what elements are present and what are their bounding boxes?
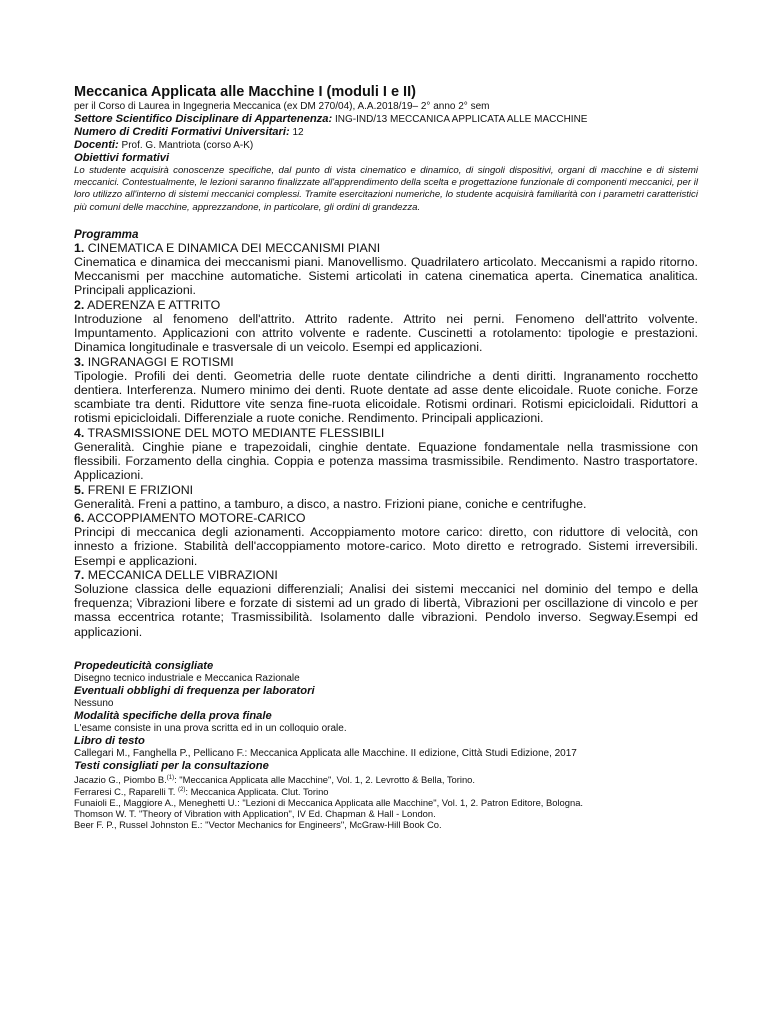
section-number: 6. [74, 510, 85, 525]
section-number: 3. [74, 354, 85, 369]
section-title-text: FRENI E FRIZIONI [84, 482, 194, 497]
course-subtitle: per il Corso di Laurea in Ingegneria Meccanica (ex DM 270/04), A.A.2018/19– 2° anno 2° sem [74, 101, 490, 112]
section-body: Tipologie. Profili dei denti. Geometria delle ruote dentate cilindriche a denti diritti. Ingranamento rocchetto dentiera. Interferenza. Numero minimo dei denti. Ruote dentate ad asse dente elicoidale. Ruote coniche. Forze scambiate tra denti. Riduttore vite senza fine-ruota elicoidale. Rotismi ordinari. Rotismi epicicloidali. Riduttori a rotismi epicicloidali. Differenziale a ruote coniche. Rendimento. Principali applicazioni. [74, 368, 698, 426]
section-number: 2. [74, 297, 85, 312]
testi-heading: Testi consigliati per la consultazione [74, 760, 269, 773]
section-title-text: ADERENZA E ATTRITO [84, 297, 221, 312]
crediti-label: Numero di Crediti Formativi Universitari: [74, 126, 290, 138]
section-number: 5. [74, 482, 85, 497]
section-title [74, 511, 698, 525]
section-body: Cinematica e dinamica dei meccanismi piani. Manovellismo. Quadrilatero articolato. Meccanismi a rapido ritorno. Meccanismi per macchine automatiche. Sistemi articolati in catena cinematica aperta. Cinematica analitica. Principali applicazioni. [74, 254, 698, 298]
crediti-value: 12 [289, 127, 304, 138]
libro-heading: Libro di testo [74, 735, 145, 748]
propedeuticita-text: Disegno tecnico industriale e Meccanica Razionale [74, 673, 300, 685]
section-body: Generalità. Cinghie piane e trapezoidali, cinghie dentate. Equazione fondamentale nella trasmissione con flessibili. Forzamento della cinghia. Coppia e potenza massima trasmissibile. Rendimento. Nastro trasportatore. Applicazioni. [74, 439, 698, 483]
propedeuticita-heading: Propedeuticità consigliate [74, 660, 214, 673]
reference-item [74, 773, 698, 785]
settore-label: Settore Scientifico Disciplinare di Appartenenza: [74, 113, 333, 125]
section-title [74, 298, 698, 312]
reference-text-cont: : Meccanica Applicata. Clut. Torino [185, 786, 329, 798]
section-title-text: MECCANICA DELLE VIBRAZIONI [84, 567, 278, 582]
reference-text-cont: : "Meccanica Applicata alle Macchine", Vol. 1, 2. Levrotto & Bella, Torino. [174, 774, 476, 786]
section-body: Soluzione classica delle equazioni differenziali; Analisi dei sistemi meccanici nel dominio del tempo e della frequenza; Vibrazioni libere e forzate di sistemi ad un grado di libertà, Vibrazioni per oscillazione di vincolo e per massa eccentrica rotante; Trasmissibilità. Isolamento dalle vibrazioni. Pendolo inverso. Segway.Esempi ed applicazioni. [74, 581, 698, 639]
modalita-heading: Modalità specifiche della prova finale [74, 710, 272, 723]
reference-text: Funaioli E., Maggiore A., Meneghetti U.: "Lezioni di Meccanica Applicata alle Macchine", Vol. 1, 2. Patron Editore, Bologna. [74, 797, 584, 809]
section-number: 1. [74, 240, 85, 255]
info-footer [74, 660, 698, 830]
section-body: Introduzione al fenomeno dell'attrito. Attrito radente. Attrito nei perni. Fenomeno dell'attrito volvente. Impuntamento. Applicazioni con attrito volvente e radente. Cuscinetti a rotolamento: tipologie e prestazioni. Dinamica longitudinale e trasversale di un veicolo. Esempi ed applicazioni. [74, 311, 698, 355]
section-title-text: TRASMISSIONE DEL MOTO MEDIANTE FLESSIBILI [84, 425, 385, 440]
section-title-text: CINEMATICA E DINAMICA DEI MECCANISMI PIANI [84, 240, 381, 255]
reference-note: (1) [166, 775, 175, 782]
reference-item [74, 785, 698, 797]
section-title [74, 355, 698, 369]
settore-value: ING-IND/13 MECCANICA APPLICATA ALLE MACCHINE [332, 114, 588, 125]
section-body: Generalità. Freni a pattino, a tamburo, a disco, a nastro. Frizioni piane, coniche e centrifughe. [74, 496, 587, 511]
reference-text: Ferraresi C., Raparelli T. [74, 786, 179, 798]
docenti-value: Prof. G. Mantriota (corso A-K) [118, 140, 254, 151]
section-title [74, 426, 698, 440]
section-number: 7. [74, 567, 85, 582]
reference-item [74, 808, 698, 819]
reference-text: Thomson W. T. "Theory of Vibration with Application", IV Ed. Chapman & Hall - London. [74, 808, 436, 820]
section-title-text: INGRANAGGI E ROTISMI [84, 354, 234, 369]
programma-heading: Programma [74, 227, 139, 241]
section-number: 4. [74, 425, 85, 440]
course-title: Meccanica Applicata alle Macchine I (moduli I e II) [74, 84, 416, 100]
section-title-text: ACCOPPIAMENTO MOTORE-CARICO [84, 510, 306, 525]
docenti-line [74, 139, 698, 152]
section-title [74, 241, 698, 255]
references-list [74, 773, 698, 830]
document-page [74, 84, 698, 830]
docenti-label: Docenti: [74, 139, 119, 151]
obblighi-heading: Eventuali obblighi di frequenza per laboratori [74, 685, 315, 698]
settore-line [74, 113, 698, 126]
section-title [74, 483, 698, 497]
section-title [74, 568, 698, 582]
reference-item [74, 819, 698, 830]
reference-text: Beer F. P., Russel Johnston E.: "Vector Mechanics for Engineers", McGraw-Hill Book Co. [74, 819, 442, 831]
section-body: Principi di meccanica degli azionamenti. Accoppiamento motore carico: diretto, con riduttore di velocità, con innesto a frizione. Stabilità dell'accoppiamento motore-carico. Moto diretto e retrogrado. Sistemi irreversibili. Esempi e applicazioni. [74, 524, 698, 568]
reference-note: (2) [178, 787, 186, 794]
obiettivi-heading: Obiettivi formativi [74, 152, 170, 164]
obiettivi-text: Lo studente acquisirà conoscenze specifiche, dal punto di vista cinematico e dinamico, di singoli dispositivi, organi di macchine e di sistemi meccanici. Contestualmente, le lezioni saranno finalizzate all'apprendimento della scelta e progettazione funzionale di componenti meccanici, per il loro utilizzo all'interno di sistemi meccanici complessi. Tramite esercitazioni numeriche, lo studente acquisirà familiarità con i parametri caratteristici più comuni delle macchine, apprezzandone, in particolare, gli ordini di grandezza. [74, 165, 698, 213]
reference-item [74, 797, 698, 808]
libro-text: Callegari M., Fanghella P., Pellicano F.: Meccanica Applicata alle Macchine. II edizione, Città Studi Edizione, 2017 [74, 748, 577, 760]
modalita-text: L'esame consiste in una prova scritta ed in un colloquio orale. [74, 723, 347, 735]
programma-sections [74, 241, 698, 639]
crediti-line [74, 126, 698, 139]
reference-text: Jacazio G., Piombo B. [74, 774, 167, 786]
obblighi-text: Nessuno [74, 698, 114, 710]
